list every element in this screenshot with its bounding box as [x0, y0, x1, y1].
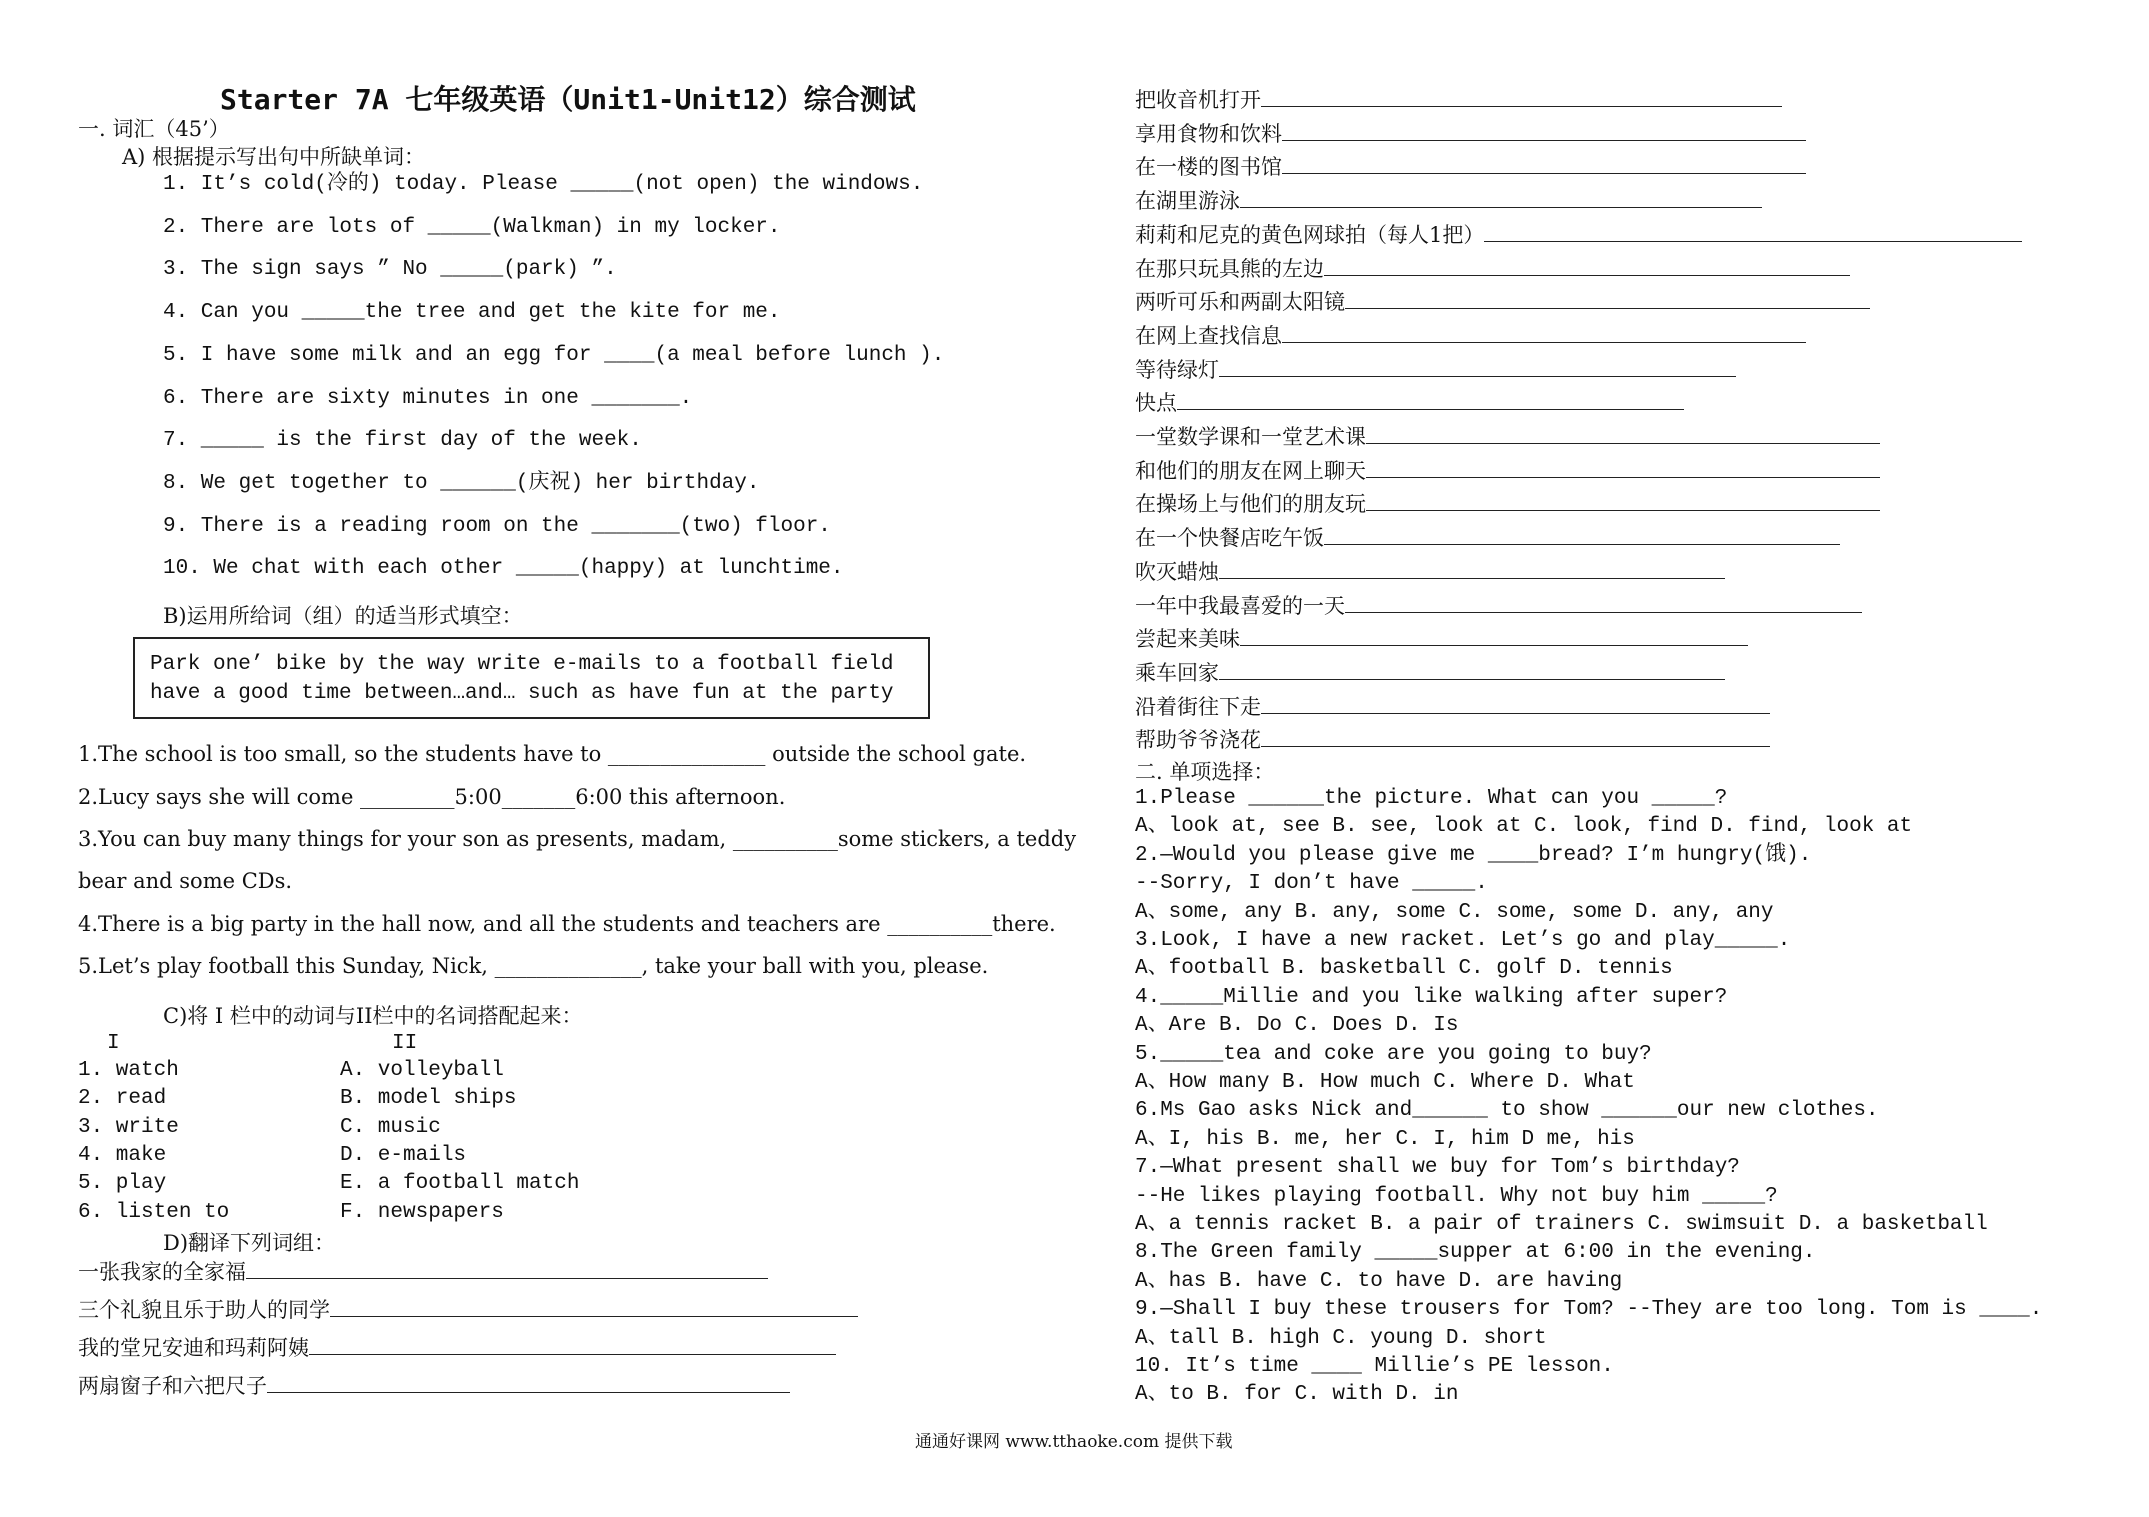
answer-line[interactable]: [1219, 558, 1725, 579]
mc-line: 3.Look, I have a new racket. Let’s go and play_____.: [1135, 929, 1791, 952]
translation-label: 把收音机打开: [1135, 88, 1261, 112]
translation-item: [1135, 726, 1770, 753]
partB-item: 3.You can buy many things for your son as presents, madam, __________some stickers, a teddy: [78, 827, 1077, 851]
translation-label: 和他们的朋友在网上聊天: [1135, 458, 1366, 483]
word-box-line1: Park one’ bike by the way write e-mails to a football field: [150, 653, 894, 676]
partB-item: 5.Let’s play football this Sunday, Nick, ______________, take your ball with you, please.: [78, 954, 989, 978]
answer-line[interactable]: [1282, 153, 1806, 174]
translation-label: 一张我家的全家福: [78, 1260, 246, 1284]
partC-col2-header: II: [392, 1032, 418, 1055]
partB-heading: B)运用所给词（组）的适当形式填空：: [163, 604, 523, 628]
answer-line[interactable]: [1240, 187, 1762, 208]
answer-line[interactable]: [1282, 322, 1806, 343]
translation-item: [78, 1296, 858, 1323]
partA-item: 1. It’s cold(冷的) today. Please _____(not open) the windows.: [163, 173, 924, 196]
translation-label: 帮助爷爷浇花: [1135, 728, 1261, 753]
translation-item: [1135, 322, 1806, 349]
footer-text: 通通好课网 www.tthaoke.com 提供下载: [915, 1432, 1233, 1452]
translation-label: 在湖里游泳: [1135, 189, 1240, 214]
translation-item: [1135, 153, 1806, 180]
partC-col2-item: A. volleyball: [340, 1059, 504, 1082]
partA-item: 7. _____ is the first day of the week.: [163, 429, 642, 453]
answer-line[interactable]: [1324, 524, 1840, 545]
translation-label: 在网上查找信息: [1135, 323, 1282, 348]
partC-col1-item: 1. watch: [78, 1059, 179, 1082]
partB-item: 1.The school is too small, so the students have to _______________ outside the school gate.: [78, 742, 1027, 766]
translation-item: [1135, 457, 1880, 484]
translation-label: 沿着街往下走: [1135, 694, 1261, 719]
answer-line[interactable]: [267, 1372, 790, 1393]
answer-line[interactable]: [1345, 288, 1870, 309]
partC-col1-item: 3. write: [78, 1115, 179, 1139]
answer-line[interactable]: [1261, 726, 1770, 747]
partB-item: 2.Lucy says she will come _________5:00_______6:00 this afternoon.: [78, 785, 786, 809]
partB-item: 4.There is a big party in the hall now, and all the students and teachers are __________there.: [78, 912, 1056, 936]
partC-col2-item: D. e-mails: [340, 1143, 467, 1167]
translation-item: [1135, 389, 1684, 416]
translation-label: 两听可乐和两副太阳镜: [1135, 290, 1345, 315]
partC-col2-item: B. model ships: [340, 1087, 517, 1111]
partA-item: 10. We chat with each other _____(happy) at lunchtime.: [163, 557, 844, 581]
answer-line[interactable]: [330, 1296, 858, 1317]
translation-item: [1135, 86, 1782, 113]
mc-line: 1.Please ______the picture. What can you _____?: [1135, 787, 1728, 810]
mc-line: A、has B. have C. to have D. are having: [1135, 1269, 1623, 1293]
mc-line: 6.Ms Gao asks Nick and______ to show ______our new clothes.: [1135, 1099, 1879, 1123]
partA-item: 6. There are sixty minutes in one _______.: [163, 386, 693, 410]
translation-item: [1135, 221, 2022, 248]
section2-heading: 二. 单项选择：: [1135, 760, 1275, 784]
partC-heading: C)将 I 栏中的动词与II栏中的名词搭配起来：: [163, 1004, 583, 1028]
translation-label: 快点: [1135, 391, 1177, 416]
answer-line[interactable]: [1219, 659, 1725, 680]
partC-col1-item: 5. play: [78, 1172, 167, 1196]
mc-line: A、How many B. How much C. Where D. What: [1135, 1071, 1635, 1094]
translation-label: 在一个快餐店吃午饭: [1135, 526, 1324, 551]
page-title: Starter 7A 七年级英语（Unit1-Unit12）综合测试: [220, 83, 916, 116]
translation-label: 两扇窗子和六把尺子: [78, 1374, 267, 1398]
partC-col2-item: E. a football match: [340, 1172, 580, 1196]
partC-col2-item: C. music: [340, 1115, 441, 1139]
answer-line[interactable]: [1366, 490, 1880, 511]
translation-label: 等待绿灯: [1135, 357, 1219, 382]
translation-label: 享用食物和饮料: [1135, 121, 1282, 146]
answer-line[interactable]: [1366, 423, 1880, 444]
translation-item: [1135, 288, 1870, 315]
mc-line: A、look at, see B. see, look at C. look, find D. find, look at: [1135, 815, 1913, 839]
translation-item: [1135, 625, 1748, 652]
partC-col1-item: 4. make: [78, 1143, 167, 1167]
translation-label: 在那只玩具熊的左边: [1135, 256, 1324, 281]
answer-line[interactable]: [1261, 693, 1770, 714]
translation-item: [78, 1372, 790, 1399]
translation-item: [1135, 255, 1850, 282]
translation-label: 一堂数学课和一堂艺术课: [1135, 425, 1366, 449]
word-box-line2: have a good time between…and… such as have fun at the party: [150, 682, 894, 705]
answer-line[interactable]: [1240, 625, 1748, 646]
partA-item: 4. Can you _____the tree and get the kite for me.: [163, 301, 781, 325]
mc-line: 9.—Shall I buy these trousers for Tom? --They are too long. Tom is ____.: [1135, 1298, 2043, 1322]
mc-line: A、football B. basketball C. golf D. tennis: [1135, 957, 1673, 981]
partC-col1-item: 6. listen to: [78, 1200, 230, 1224]
answer-line[interactable]: [1366, 457, 1880, 478]
mc-line: A、a tennis racket B. a pair of trainers C. swimsuit D. a basketball: [1135, 1213, 1988, 1236]
mc-line: A、tall B. high C. young D. short: [1135, 1326, 1547, 1350]
translation-item: [1135, 120, 1806, 147]
translation-label: 乘车回家: [1135, 660, 1219, 685]
mc-line: A、Are B. Do C. Does D. Is: [1135, 1014, 1459, 1038]
translation-label: 吹灭蜡烛: [1135, 559, 1219, 584]
translation-label: 尝起来美味: [1135, 627, 1240, 652]
partD-heading: D)翻译下列词组：: [163, 1231, 336, 1255]
answer-line[interactable]: [1282, 120, 1806, 141]
answer-line[interactable]: [309, 1334, 836, 1355]
mc-line: --He likes playing football. Why not buy him _____?: [1135, 1184, 1778, 1208]
answer-line[interactable]: [246, 1258, 768, 1279]
translation-item: [1135, 558, 1725, 585]
translation-label: 一年中我最喜爱的一天: [1135, 593, 1345, 618]
translation-label: 我的堂兄安迪和玛莉阿姨: [78, 1336, 309, 1360]
mc-line: 8.The Green family _____supper at 6:00 in the evening.: [1135, 1241, 1816, 1265]
mc-line: 4._____Millie and you like walking after super?: [1135, 985, 1728, 1009]
section1-heading: 一. 词汇（45’）: [78, 117, 230, 141]
mc-line: A、some, any B. any, some C. some, some D. any, any: [1135, 900, 1774, 924]
mc-line: A、to B. for C. with D. in: [1135, 1383, 1459, 1407]
partC-col1-item: 2. read: [78, 1087, 167, 1111]
mc-line: 10. It’s time ____ Millie’s PE lesson.: [1135, 1355, 1614, 1378]
answer-line[interactable]: [1484, 221, 2022, 242]
partA-item: 2. There are lots of _____(Walkman) in my locker.: [163, 215, 781, 239]
answer-line[interactable]: [1345, 592, 1862, 613]
partC-col1-header: I: [107, 1032, 120, 1055]
translation-item: [1135, 423, 1880, 450]
partB-item: bear and some CDs.: [78, 869, 293, 893]
translation-label: 在一楼的图书馆: [1135, 155, 1282, 180]
translation-label: 三个礼貌且乐于助人的同学: [78, 1298, 330, 1322]
mc-line: A、I, his B. me, her C. I, him D me, his: [1135, 1127, 1635, 1151]
mc-line: --Sorry, I don’t have _____.: [1135, 872, 1488, 896]
translation-item: [1135, 592, 1862, 619]
translation-item: [1135, 693, 1770, 720]
partA-heading: A) 根据提示写出句中所缺单词：: [122, 145, 426, 169]
partA-item: 5. I have some milk and an egg for ____(a meal before lunch ).: [163, 343, 945, 367]
partA-item: 9. There is a reading room on the _______(two) floor.: [163, 514, 831, 538]
mc-line: 5._____tea and coke are you going to buy?: [1135, 1042, 1652, 1066]
answer-line[interactable]: [1261, 86, 1782, 107]
translation-label: 莉莉和尼克的黄色网球拍（每人1把）: [1135, 222, 1485, 247]
translation-item: [1135, 659, 1725, 686]
translation-item: [1135, 524, 1840, 551]
partA-item: 8. We get together to ______(庆祝) her birthday.: [163, 471, 760, 495]
translation-item: [1135, 490, 1880, 517]
answer-line[interactable]: [1177, 389, 1684, 410]
translation-item: [1135, 187, 1762, 214]
translation-item: [1135, 356, 1736, 383]
answer-line[interactable]: [1324, 255, 1850, 276]
translation-item: [78, 1258, 768, 1285]
answer-line[interactable]: [1219, 356, 1736, 377]
translation-item: [78, 1334, 836, 1361]
partC-col2-item: F. newspapers: [340, 1200, 504, 1224]
mc-line: 2.—Would you please give me ____bread? I’m hungry(饿).: [1135, 843, 1812, 867]
word-box: [133, 637, 930, 719]
translation-label: 在操场上与他们的朋友玩: [1135, 492, 1366, 517]
mc-line: 7.—What present shall we buy for Tom’s birthday?: [1135, 1156, 1740, 1180]
partA-item: 3. The sign says ” No _____(park) ”.: [163, 258, 617, 282]
